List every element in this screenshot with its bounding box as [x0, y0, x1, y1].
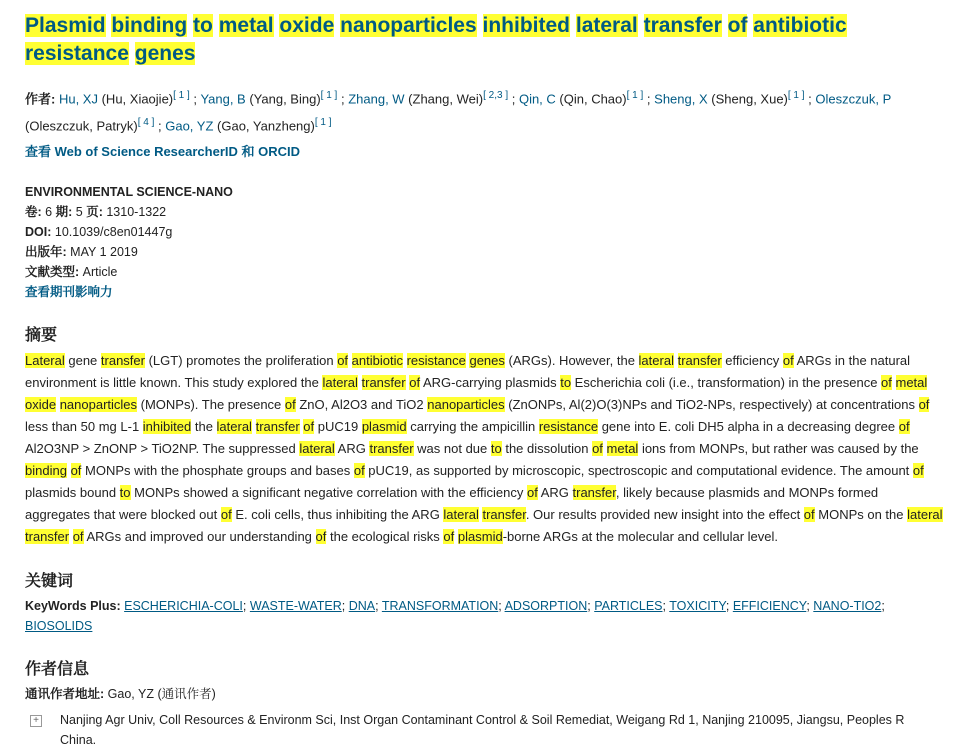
abstract-highlight: lateral — [322, 374, 358, 390]
abstract-segment: ARG — [537, 484, 573, 500]
abstract-highlight: antibiotic — [351, 352, 403, 368]
author-link[interactable]: Gao, YZ — [165, 118, 214, 134]
abstract-highlight: lateral — [907, 506, 943, 522]
keyword-link[interactable]: ADSORPTION — [504, 598, 588, 613]
abstract-segment: pUC19 — [314, 418, 362, 434]
abstract-highlight: Lateral — [25, 352, 65, 368]
abstract-highlight: resistance — [538, 418, 599, 434]
abstract-segment: . Our results provided new insight into the effect — [525, 506, 804, 522]
abstract-highlight: transfer — [369, 440, 414, 456]
abstract-segment: was not due — [413, 440, 491, 456]
author-fullname: (Gao, Yanzheng) — [213, 118, 315, 134]
abstract-segment: ARGs and improved our understanding — [83, 528, 316, 544]
abstract-segment: the dissolution — [501, 440, 593, 456]
abstract-segment: E. coli cells, thus inhibiting the ARG — [231, 506, 444, 522]
abstract-segment: ions from MONPs, but rather was caused by the — [638, 440, 919, 456]
doi-label: DOI: — [25, 224, 52, 239]
corresponding-label: 通讯作者地址: — [25, 686, 105, 701]
abstract-highlight: of — [337, 352, 349, 368]
abstract-highlight: of — [353, 462, 365, 478]
author-fullname: (Zhang, Wei) — [404, 91, 484, 107]
abstract-segment: plasmids bound — [25, 484, 120, 500]
abstract-segment — [358, 375, 362, 390]
title-word: antibiotic — [753, 14, 847, 37]
researcherid-orcid-link[interactable]: 查看 Web of Science ResearcherID 和 ORCID — [25, 143, 301, 159]
abstract-highlight: metal — [895, 374, 928, 390]
author-affiliation-ref[interactable]: [ 1 ] — [173, 90, 190, 101]
abstract-segment: carrying the ampicillin — [406, 418, 539, 434]
abstract-highlight: oxide — [25, 396, 57, 412]
author-affiliation-ref[interactable]: [ 1 ] — [626, 90, 644, 101]
abstract-highlight: of — [409, 374, 421, 390]
abstract-segment: the ecological risks — [326, 528, 444, 544]
keyword-link[interactable]: PARTICLES — [594, 598, 663, 613]
abstract-highlight: of — [881, 374, 892, 390]
abstract-highlight: lateral — [216, 418, 252, 434]
author-link[interactable]: Zhang, W — [348, 91, 405, 107]
abstract-highlight: of — [443, 528, 455, 544]
abstract-segment: ARG — [334, 440, 370, 456]
abstract-highlight: transfer — [677, 352, 722, 368]
author-affiliation-ref[interactable]: [ 1 ] — [314, 117, 332, 129]
abstract-highlight: of — [782, 352, 794, 368]
author-fullname: (Sheng, Xue) — [707, 91, 788, 107]
abstract-segment: gene into E. coli DH5 alpha in a decreasing degree — [598, 418, 899, 434]
title-word: binding — [111, 14, 188, 37]
title-word: inhibited — [482, 14, 571, 37]
keyword-link[interactable]: WASTE-WATER — [249, 598, 342, 613]
abstract-highlight: of — [592, 440, 603, 456]
author-affiliation-ref[interactable]: [ 1 ] — [320, 90, 338, 101]
journal-name: ENVIRONMENTAL SCIENCE-NANO — [25, 184, 233, 199]
title-word: of — [727, 14, 748, 37]
abstract-highlight: transfer — [572, 484, 616, 500]
keyword-link[interactable]: EFFICIENCY — [732, 598, 807, 613]
author-affiliation-ref[interactable]: [ 4 ] — [137, 117, 155, 129]
title-word: oxide — [279, 14, 335, 37]
keyword-link[interactable]: TRANSFORMATION — [381, 598, 499, 613]
keywords-heading: 关键词 — [25, 572, 74, 590]
expand-plus-icon[interactable]: + — [30, 715, 42, 727]
author-info-heading: 作者信息 — [25, 660, 90, 678]
pubyear-value: MAY 1 2019 — [70, 244, 138, 259]
journal-impact-link[interactable]: 查看期刊影响力 — [25, 284, 113, 299]
volume-value: 6 — [45, 204, 53, 219]
title-word: to — [193, 14, 213, 37]
author-fullname: (Qin, Chao) — [555, 91, 627, 107]
doctype-row — [25, 262, 954, 282]
pages-label: 页: — [86, 204, 103, 219]
title-word: Plasmid — [25, 14, 106, 37]
abstract-segment — [892, 375, 896, 390]
abstract-highlight: binding — [25, 462, 67, 478]
issue-value: 5 — [75, 204, 83, 219]
abstract-segment: (LGT) promotes the proliferation — [144, 352, 338, 368]
abstract-highlight: of — [284, 396, 296, 412]
abstract-highlight: of — [912, 462, 924, 478]
abstract-segment: ARG-carrying plasmids — [420, 374, 561, 390]
abstract-highlight: nanoparticles — [427, 396, 505, 412]
abstract-highlight: transfer — [482, 506, 526, 522]
abstract-highlight: of — [72, 528, 84, 544]
author-fullname: (Oleszczuk, Patryk) — [25, 118, 138, 134]
abstract-highlight: metal — [606, 440, 639, 456]
address-text: Nanjing Agr Univ, Coll Resources & Environm Sci, Inst Organ Contaminant Control & Soil Remediat, Weigang Rd 1, Nanjing 210095, Jiangsu, Peoples R China. — [60, 712, 905, 747]
authors-label: 作者: — [25, 91, 56, 107]
abstract-highlight: transfer — [361, 374, 406, 390]
author-fullname: (Hu, Xiaojie) — [97, 91, 174, 107]
abstract-highlight: lateral — [299, 440, 335, 456]
abstract-segment: (ARGs). However, the — [504, 352, 639, 368]
title-word: lateral — [575, 14, 638, 37]
article-title — [25, 12, 954, 68]
abstract-highlight: to — [490, 440, 502, 456]
keywords-plus-row: KeyWords Plus: ESCHERICHIA-COLI; WASTE-WATER; DNA; TRANSFORMATION; ADSORPTION; PARTICLES; TOXICITY; EFFICIENCY; NANO-TIO2; BIOSOLIDS — [25, 598, 885, 633]
abstract-segment: Escherichia coli (i.e., transformation) in the presence — [571, 374, 882, 390]
keyword-link[interactable]: NANO-TIO2 — [813, 598, 882, 613]
abstract-highlight: of — [526, 484, 538, 500]
abstract-highlight: plasmid — [361, 418, 407, 434]
abstract-segment: (ZnONPs, Al(2)O(3)NPs and TiO2-NPs, respectively) at concentrations — [504, 396, 919, 412]
pages-value: 1310-1322 — [106, 204, 167, 219]
keyword-link[interactable]: BIOSOLIDS — [25, 618, 93, 633]
keyword-link[interactable]: ESCHERICHIA-COLI — [124, 598, 243, 613]
address-row — [25, 710, 954, 750]
abstract-highlight: of — [315, 528, 327, 544]
abstract-heading: 摘要 — [25, 326, 58, 344]
doi-row — [25, 222, 954, 242]
author-affiliation-ref[interactable]: [ 1 ] — [787, 90, 805, 101]
abstract-text — [25, 350, 945, 548]
abstract-highlight: of — [70, 462, 82, 478]
abstract-highlight: of — [898, 418, 910, 434]
keyword-link[interactable]: TOXICITY — [669, 598, 726, 613]
issue-label: 期: — [55, 204, 73, 219]
volume-label: 卷: — [25, 204, 42, 219]
abstract-highlight: inhibited — [142, 418, 192, 434]
abstract-highlight: to — [560, 374, 572, 390]
title-word: resistance — [25, 42, 129, 65]
abstract-highlight: transfer — [255, 418, 300, 434]
author-link[interactable]: Oleszczuk, P — [815, 91, 892, 107]
abstract-segment: efficiency — [721, 352, 783, 368]
abstract-segment: (MONPs). The presence — [137, 396, 285, 412]
title-word: nanoparticles — [340, 14, 477, 37]
abstract-segment: MONPs showed a significant negative correlation with the efficiency — [130, 484, 527, 500]
abstract-segment: Al2O3NP > ZnONP > TiO2NP. The suppressed — [25, 440, 300, 456]
abstract-highlight: of — [803, 506, 815, 522]
title-word: transfer — [643, 14, 722, 37]
abstract-segment: MONPs with the phosphate groups and bases — [81, 462, 354, 478]
author-link[interactable]: Sheng, X — [654, 91, 708, 107]
source-info — [25, 182, 954, 302]
abstract-segment: ZnO, Al2O3 and TiO2 — [295, 396, 428, 412]
pubyear-row — [25, 242, 954, 262]
title-word: metal — [218, 14, 274, 37]
abstract-highlight: to — [119, 484, 131, 500]
abstract-highlight: resistance — [406, 352, 466, 368]
abstract-highlight: lateral — [443, 506, 479, 522]
author-fullname: (Yang, Bing) — [245, 91, 321, 107]
doi-value: 10.1039/c8en01447g — [54, 224, 173, 239]
abstract-segment: MONPs on the — [814, 506, 908, 522]
doctype-label: 文献类型: — [25, 264, 80, 279]
keyword-link[interactable]: DNA — [348, 598, 376, 613]
abstract-highlight: transfer — [100, 352, 145, 368]
keywords-plus-label: KeyWords Plus: — [25, 598, 121, 613]
abstract-segment: ARGs in the natural environment is little known. This study explored the — [25, 352, 911, 390]
doctype-value: Article — [82, 264, 118, 279]
abstract-highlight: plasmid — [457, 528, 503, 544]
abstract-segment — [603, 441, 607, 456]
author-link[interactable]: Yang, B — [200, 91, 246, 107]
abstract-highlight: transfer — [25, 528, 70, 544]
author-link[interactable]: Hu, XJ — [58, 91, 98, 107]
author-affiliation-ref[interactable]: [ 2,3 ] — [483, 90, 509, 101]
abstract-highlight: nanoparticles — [59, 396, 138, 412]
abstract-segment: , likely because plasmids and MONPs formed aggregates that were blocked out — [25, 484, 879, 522]
abstract-segment: the — [191, 418, 217, 434]
abstract-highlight: of — [918, 396, 930, 412]
volume-issue-pages — [25, 202, 954, 222]
abstract-segment: less than 50 mg L-1 — [25, 418, 143, 434]
authors-line: 作者: Hu, XJ (Hu, Xiaojie)[ 1 ] ; Yang, B (Yang, Bing)[ 1 ] ; Zhang, W (Zhang, Wei)[ 2,3 ] ; Qin, C (Qin, Chao)[ 1 ] ; Sheng, X (Sheng, Xue)[ 1 ] ; Oleszczuk, P (Oleszczuk, Patryk)[ 4 ] ; Gao, YZ (Gao, Yanzheng)[ 1 ] — [25, 90, 892, 134]
corresponding-value: Gao, YZ (通讯作者) — [107, 686, 216, 701]
pubyear-label: 出版年: — [25, 244, 67, 259]
abstract-segment: gene — [64, 352, 101, 368]
abstract-highlight: of — [303, 418, 315, 434]
abstract-highlight: lateral — [638, 352, 674, 368]
corresponding-row — [25, 684, 954, 704]
author-link[interactable]: Qin, C — [518, 91, 556, 107]
abstract-segment: -borne ARGs at the molecular and cellular level. — [502, 528, 778, 544]
abstract-highlight: of — [220, 506, 232, 522]
title-word: genes — [134, 42, 196, 65]
abstract-highlight: genes — [469, 352, 505, 368]
abstract-segment: pUC19, as supported by microscopic, spectroscopic and computational evidence. The amount — [364, 462, 913, 478]
